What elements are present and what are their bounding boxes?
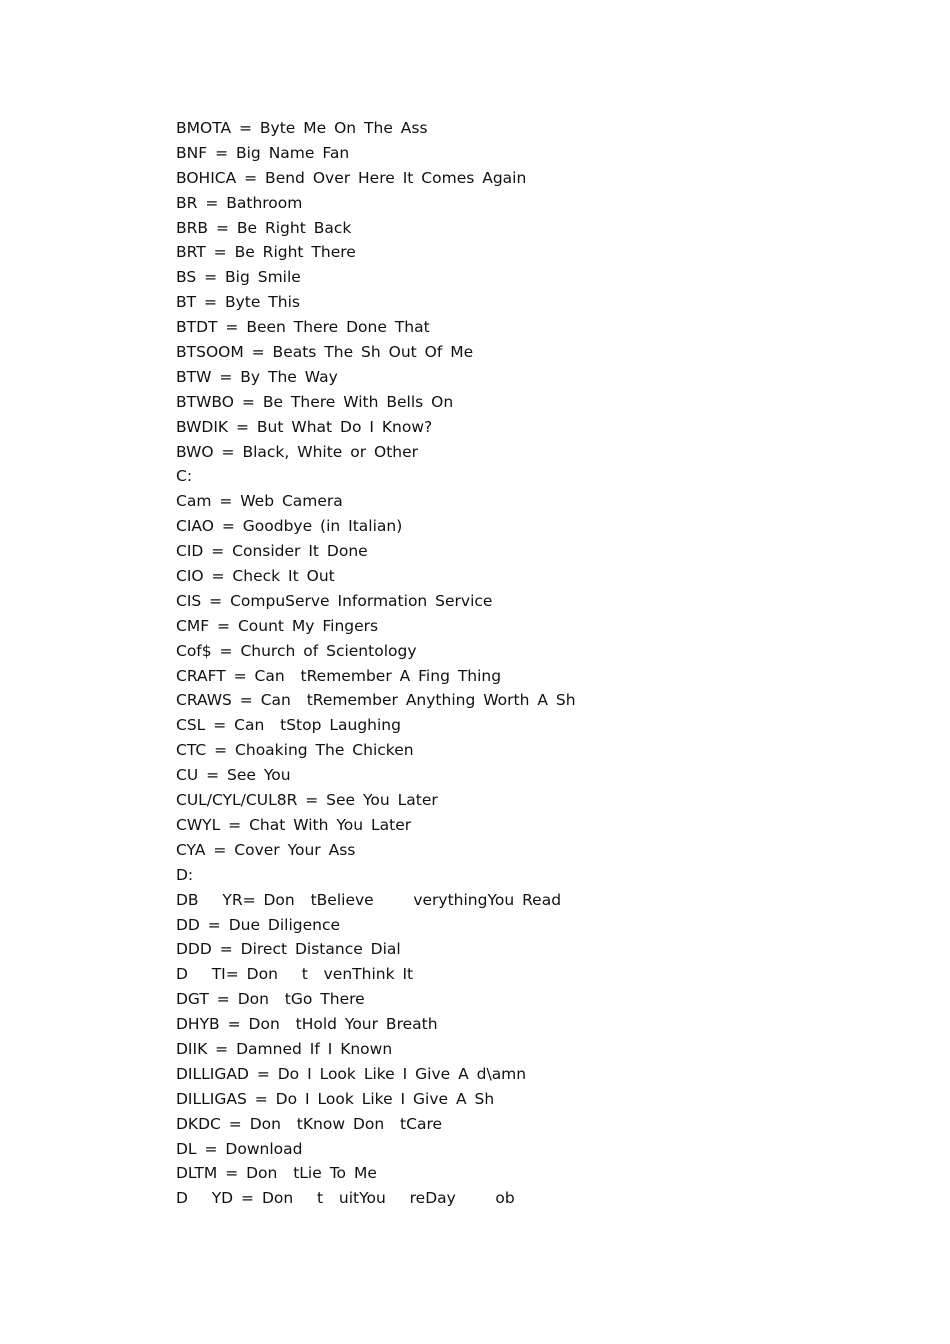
list-item: DD = Due Diligence [176, 915, 341, 934]
list-item: DILLIGAS = Do I Look Like I Give A Sh [176, 1089, 495, 1108]
list-item: BTDT = Been There Done That [176, 318, 430, 337]
section-heading-c: C: [176, 467, 193, 486]
list-item: DKDC = Don tKnow Don tCare [176, 1114, 443, 1133]
list-item: DB YR= Don tBelieve verythingYou Read [176, 890, 562, 909]
list-item: DGT = Don tGo There [176, 990, 365, 1009]
list-item: Cam = Web Camera [176, 492, 343, 511]
list-item: BS = Big Smile [176, 268, 301, 287]
list-item: BR = Bathroom [176, 193, 303, 212]
list-item: BT = Byte This [176, 293, 300, 312]
list-item: CRAFT = Can tRemember A Fing Thing [176, 666, 502, 685]
acronym-list [176, 116, 576, 1211]
list-item: Cof$ = Church of Scientology [176, 641, 417, 660]
list-item: BWDIK = But What Do I Know? [176, 417, 433, 436]
list-item: BTW = By The Way [176, 367, 338, 386]
list-item: BTSOOM = Beats The Sh Out Of Me [176, 343, 474, 362]
list-item: CRAWS = Can tRemember Anything Worth A Sh [176, 691, 576, 710]
list-item: BRB = Be Right Back [176, 218, 352, 237]
list-item: DL = Download [176, 1139, 303, 1158]
list-item: BMOTA = Byte Me On The Ass [176, 119, 428, 137]
list-item: DLTM = Don tLie To Me [176, 1164, 377, 1183]
list-item: CTC = Choaking The Chicken [176, 741, 414, 760]
list-item: CIAO = Goodbye (in Italian) [176, 517, 403, 536]
list-item: CIS = CompuServe Information Service [176, 591, 493, 610]
list-item: DDD = Direct Distance Dial [176, 940, 401, 959]
list-item: BTWBO = Be There With Bells On [176, 392, 454, 411]
list-item: BNF = Big Name Fan [176, 143, 350, 162]
list-item: CU = See You [176, 766, 291, 785]
list-item: CMF = Count My Fingers [176, 616, 379, 635]
section-heading-d: D: [176, 865, 194, 884]
list-item: CSL = Can tStop Laughing [176, 716, 401, 735]
list-item: CYA = Cover Your Ass [176, 840, 356, 859]
list-item: CID = Consider It Done [176, 542, 368, 561]
list-item: D YD = Don t uitYou reDay ob [176, 1189, 515, 1208]
list-item: D TI= Don t venThink It [176, 965, 414, 984]
list-item: BRT = Be Right There [176, 243, 356, 262]
list-item: DILLIGAD = Do I Look Like I Give A d\amn [176, 1064, 527, 1083]
list-item: CUL/CYL/CUL8R = See You Later [176, 791, 438, 810]
list-item: BWO = Black, White or Other [176, 442, 419, 461]
list-item: BOHICA = Bend Over Here It Comes Again [176, 168, 527, 187]
list-item: CWYL = Chat With You Later [176, 815, 412, 834]
list-item: DHYB = Don tHold Your Breath [176, 1015, 438, 1034]
list-item: CIO = Check It Out [176, 567, 335, 586]
list-item: DIIK = Damned If I Known [176, 1039, 393, 1058]
